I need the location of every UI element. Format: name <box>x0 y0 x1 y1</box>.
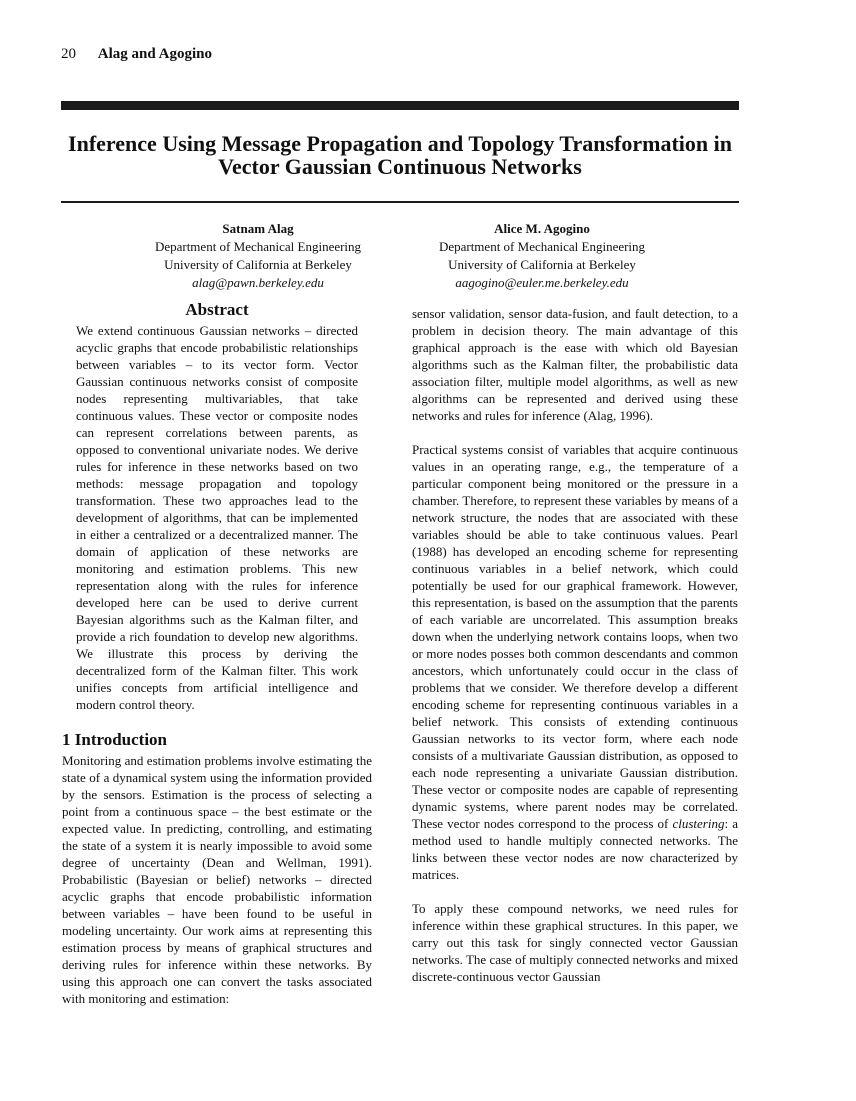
title-rule <box>61 201 739 203</box>
author-email: aagogino@euler.me.berkeley.edu <box>455 275 629 290</box>
clustering-term: clustering <box>672 816 725 831</box>
introduction-paragraph-1-cont: sensor validation, sensor data-fusion, and fault detection, to a problem in decision theory. The main advantage of this graphical approach is the ease with which old Bayesian algorithms such as the Kalman filter, the probabilistic data association filter, multiple model algorithms, as well as new algorithms can be represented and derived using these networks and rules for inference (Alag, 1996). <box>412 306 738 423</box>
page-number: 20 <box>61 46 76 62</box>
author-block-2 <box>392 220 692 292</box>
running-authors: Alag and Agogino <box>97 46 212 62</box>
paper-title: Inference Using Message Propagation and Topology Transformation in Vector Gaussian Continuous Networks <box>68 131 732 179</box>
introduction-heading: 1 Introduction <box>62 730 168 749</box>
introduction-paragraph-1: Monitoring and estimation problems involve estimating the state of a dynamical system using the information provided by the sensors. Estimation is the process of selecting a point from a continuous space – the best estimate or the expected value. In predicting, controlling, and estimating the state of a system it is nearly impossible to avoid some degree of uncertainty (Dean and Wellman, 1991). Probabilistic (Bayesian or belief) networks – directed acyclic graphs that encode probabilistic information between variables – have been found to be useful in modeling uncertainty. Our work aims at representing this estimation process by means of graphical structures and deriving rules for inference within these networks. By using this approach one can convert the tasks associated with monitoring and estimation: <box>62 753 372 1006</box>
author-name: Alice M. Agogino <box>494 221 590 236</box>
abstract-text: We extend continuous Gaussian networks – directed acyclic graphs that encode probabilistic relationships between variables – to its vector form. Vector Gaussian continuous networks consist of composite nodes representing multivariables, that take continuous values. These vector or composite nodes can represent correlations between parents, as opposed to conventional univariate nodes. We derive rules for inference in these networks based on two methods: message propagation and topology transformation. These two approaches lead to the development of algorithms, that can be implemented in either a centralized or a decentralized manner. The domain of application of these networks are monitoring and estimation problems. This new representation along with the rules for inference developed here can be used to derive current Bayesian algorithms such as the Kalman filter, and provide a rich foundation to develop new algorithms. We illustrate this process by deriving the decentralized form of the Kalman filter. This work unifies concepts from artificial intelligence and modern control theory. <box>76 323 358 712</box>
paragraph-2-text-end: : a method used to handle multiply connected networks. The links between these vector nodes are now characterized by matrices. <box>412 816 738 882</box>
author-affiliation: University of California at Berkeley <box>448 257 636 272</box>
introduction-paragraph-2 <box>412 441 738 883</box>
author-block-1 <box>108 220 408 292</box>
author-department: Department of Mechanical Engineering <box>154 239 362 254</box>
introduction-paragraph-3: To apply these compound networks, we need rules for inference within these graphical structures. In this paper, we carry out this task for singly connected vector Gaussian networks. The case of multiply connected networks and mixed discrete-continuous vector Gaussian <box>412 901 738 984</box>
top-rule <box>61 101 739 110</box>
left-column <box>62 300 372 1007</box>
running-head <box>61 46 212 63</box>
author-name: Satnam Alag <box>222 221 294 236</box>
author-email: alag@pawn.berkeley.edu <box>192 275 324 290</box>
abstract-heading: Abstract <box>185 300 249 319</box>
paragraph-2-text: Practical systems consist of variables that acquire continuous values in an operating range, e.g., the temperature of a particular component being monitored or the pressure in a chamber. Therefore, to represent these variables by means of a network structure, the nodes that are associated with these variables should be able to take continuous values. Pearl (1988) has developed an encoding scheme for representing continuous variables in a belief network, which could potentially be used for our graphical framework. However, this representation, is based on the assumption that the parents of each variable are uncorrelated. This assumption breaks down when the underlying network contains loops, when two or more nodes posses both common descendants and common ancestors, which unfortunately could occur in the class of problems that we consider. We therefore develop a different encoding scheme for representing continuous variables in a belief network. This consists of extending continuous Gaussian networks to its vector form, where each node consists of a multivariate Gaussian distribution, as opposed to each node representing a univariate Gaussian distribution. These vector or composite nodes are capable of representing dynamic systems, where parent nodes may be correlated. These vector nodes correspond to the process of <box>412 442 738 831</box>
right-column <box>412 305 738 985</box>
author-department: Department of Mechanical Engineering <box>438 239 646 254</box>
author-affiliation: University of California at Berkeley <box>164 257 352 272</box>
